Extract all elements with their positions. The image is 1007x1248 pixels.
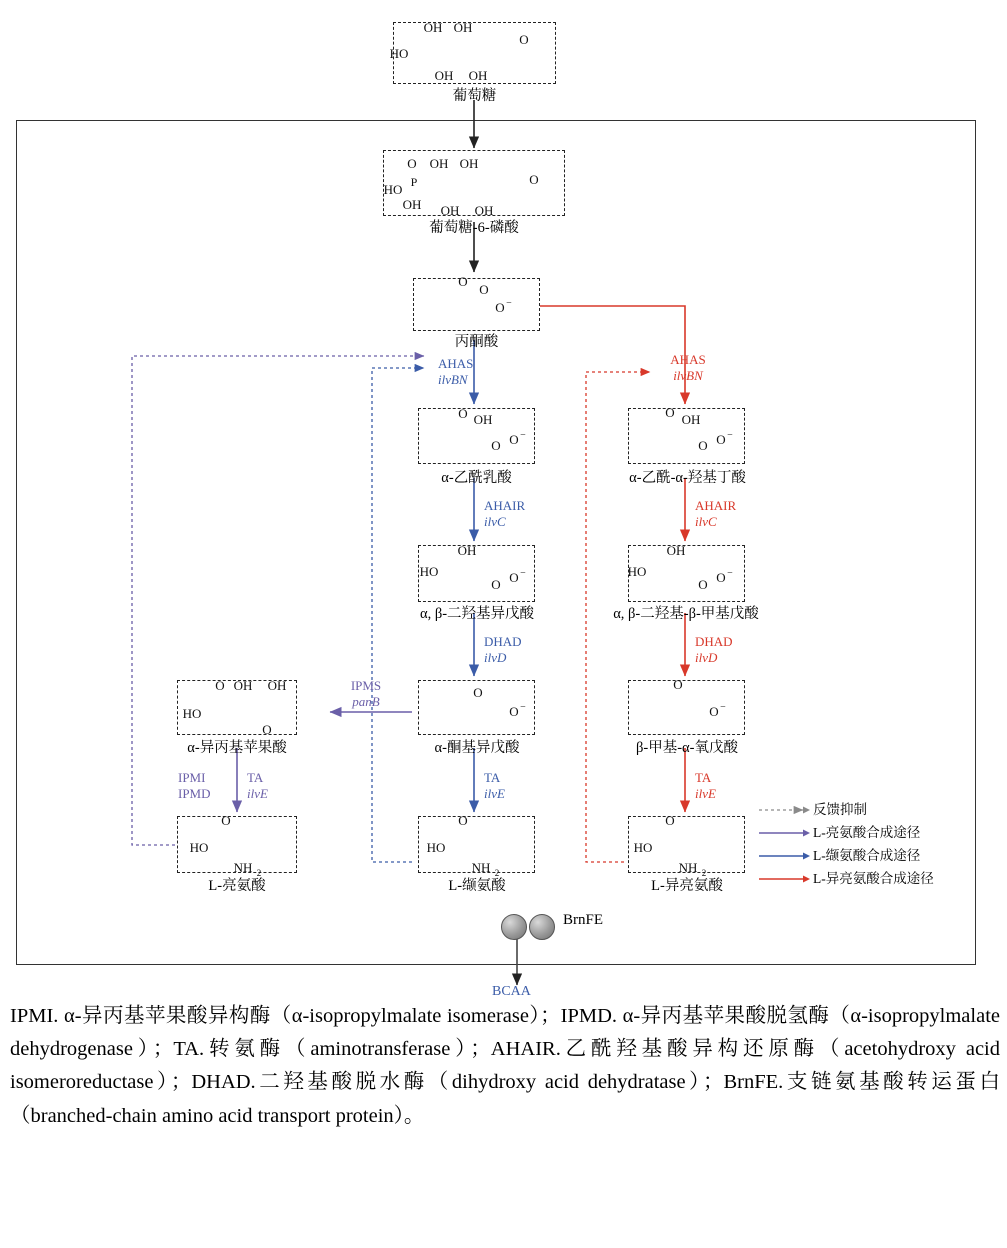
node-acetohydroxybutyrate [628, 408, 745, 464]
node-label-ketomethylvalerate: β-甲基-α-氧戊酸 [636, 740, 738, 756]
node-label-isopropylmalate: α-异丙基苹果酸 [187, 740, 287, 756]
enzyme-ahas-valine [418, 356, 558, 387]
node-dihydroxyisovalerate [418, 545, 535, 602]
enzyme-ta-leucine [247, 770, 303, 801]
legend-label-feedback: 反馈抑制 [813, 801, 867, 817]
figure-caption: IPMI. α-异丙基苹果酸异构酶（α-isopropylmalate isomerase）；IPMD. α-异丙基苹果酸脱氢酶（α-isopropylmalate dehydrogenase）；TA.转氨酶（aminotransferase）；AHAIR.乙酰羟基酸异构还原酶（acetohydroxy acid isomeroreductase）；DHAD.二羟基酸脱水酶（dihydroxy acid dehydratase）；BrnFE.支链氨基酸转运蛋白（branched-chain amino acid transport protein）。 [10, 1005, 1000, 1127]
enzyme-ahas-isoleucine [628, 352, 748, 383]
svg-text:O: O [698, 438, 708, 453]
svg-text:OH: OH [474, 203, 494, 218]
svg-text:O: O [407, 156, 417, 171]
svg-text:2: 2 [701, 868, 707, 878]
svg-text:HO: HO [627, 564, 647, 579]
svg-text:O: O [509, 432, 519, 447]
svg-text:−: − [506, 298, 512, 309]
svg-text:O: O [665, 813, 675, 828]
transporter-label: BrnFE [563, 912, 604, 928]
enzyme-gene: ilvD [484, 649, 507, 665]
svg-text:OH: OH [440, 203, 460, 218]
transporter-subunit-right [529, 914, 555, 940]
svg-text:−: − [727, 430, 733, 441]
legend-label-valine: L-缬氨酸合成途径 [813, 847, 921, 863]
enzyme-name: TA [247, 770, 264, 785]
bcaa-label: BCAA [492, 984, 531, 999]
svg-text:NH: NH [233, 860, 253, 875]
svg-text:O: O [709, 704, 719, 719]
node-label-ketoisovalerate: α-酮基异戊酸 [434, 740, 520, 756]
svg-text:O: O [491, 438, 501, 453]
transporter-subunit-left [501, 914, 527, 940]
svg-text:−: − [520, 430, 526, 441]
svg-text:O: O [529, 172, 539, 187]
svg-text:HO: HO [383, 182, 403, 197]
enzyme-gene: ilvBN [438, 371, 468, 387]
svg-text:O: O [716, 432, 726, 447]
node-label-isoleucine: L-异亮氨酸 [651, 878, 723, 894]
svg-text:O: O [698, 577, 708, 592]
legend-label-leucine: L-亮氨酸合成途径 [813, 824, 921, 840]
svg-text:−: − [520, 568, 526, 579]
node-label-pyruvate: 丙酮酸 [454, 334, 499, 350]
svg-text:O: O [221, 813, 231, 828]
node-g6p [383, 150, 565, 216]
node-label-acetolactate: α-乙酰乳酸 [441, 470, 512, 486]
enzyme-gene: ilvE [695, 785, 716, 801]
svg-text:OH: OH [459, 156, 479, 171]
svg-text:O: O [509, 704, 519, 719]
enzyme-ipms [318, 678, 414, 709]
svg-text:2: 2 [494, 868, 500, 878]
enzyme-name-ipmd: IPMD [178, 785, 211, 801]
enzyme-name: DHAD [695, 634, 733, 649]
svg-text:O: O [473, 685, 483, 700]
legend [757, 798, 987, 890]
svg-text:OH: OH [473, 412, 493, 427]
svg-text:OH: OH [429, 156, 449, 171]
svg-text:O: O [673, 677, 683, 692]
svg-text:HO: HO [389, 46, 409, 61]
node-acetolactate [418, 408, 535, 464]
enzyme-gene: panB [352, 693, 380, 709]
svg-text:O: O [665, 405, 675, 420]
enzyme-name: AHAIR [695, 498, 737, 513]
node-leucine [177, 816, 297, 873]
node-label-g6p: 葡萄糖-6-磷酸 [429, 220, 519, 236]
svg-text:−: − [727, 568, 733, 579]
svg-text:HO: HO [182, 706, 202, 721]
svg-text:O: O [716, 570, 726, 585]
node-label-valine: L-缬氨酸 [448, 878, 506, 894]
enzyme-name: AHAIR [484, 498, 526, 513]
svg-text:O: O [491, 577, 501, 592]
enzyme-dhad-isoleucine [695, 634, 815, 665]
enzyme-gene: ilvE [484, 785, 505, 801]
svg-text:HO: HO [419, 564, 439, 579]
enzyme-ipmi [178, 770, 234, 801]
svg-text:OH: OH [402, 197, 422, 212]
node-label-glucose: 葡萄糖 [452, 88, 497, 104]
svg-text:OH: OH [666, 543, 686, 558]
legend-item-isoleucine-path [757, 867, 987, 890]
enzyme-gene: ilvBN [673, 367, 703, 383]
enzyme-name: TA [695, 770, 712, 785]
node-isoleucine [628, 816, 745, 873]
enzyme-gene: ilvC [484, 513, 506, 529]
svg-text:OH: OH [233, 678, 253, 693]
svg-text:O: O [509, 570, 519, 585]
svg-text:O: O [495, 300, 505, 315]
node-label-leucine: L-亮氨酸 [208, 878, 266, 894]
legend-item-leucine-path [757, 821, 987, 844]
enzyme-ta-valine [484, 770, 604, 801]
svg-text:HO: HO [426, 840, 446, 855]
svg-text:P: P [410, 175, 418, 189]
node-ketomethylvalerate [628, 680, 745, 735]
legend-key-isoleucine [757, 872, 813, 886]
svg-text:OH: OH [681, 412, 701, 427]
enzyme-ahair-valine [484, 498, 604, 529]
svg-text:−: − [520, 702, 526, 713]
legend-label-isoleucine: L-异亮氨酸合成途径 [813, 870, 934, 886]
svg-text:OH: OH [267, 678, 287, 693]
svg-text:O: O [215, 678, 225, 693]
node-glucose [393, 22, 556, 84]
enzyme-gene: ilvE [247, 785, 268, 801]
svg-text:O: O [458, 813, 468, 828]
enzyme-name-ipmi: IPMI [178, 770, 206, 785]
svg-text:2: 2 [256, 868, 262, 878]
svg-text:OH: OH [453, 20, 473, 35]
enzyme-ahair-isoleucine [695, 498, 815, 529]
enzyme-ta-isoleucine [695, 770, 815, 801]
svg-text:NH: NH [471, 860, 491, 875]
enzyme-dhad-valine [484, 634, 604, 665]
enzyme-gene: ilvD [695, 649, 718, 665]
enzyme-name: IPMS [350, 678, 382, 693]
legend-item-valine-path [757, 844, 987, 867]
legend-key-leucine [757, 826, 813, 840]
enzyme-gene: ilvC [695, 513, 717, 529]
node-label-dihydroxymethylvalerate: α, β-二羟基-β-甲基戊酸 [613, 606, 759, 622]
svg-text:O: O [479, 282, 489, 297]
node-label-dihydroxyisovalerate: α, β-二羟基异戊酸 [419, 606, 535, 622]
node-pyruvate [413, 278, 540, 331]
svg-text:O: O [519, 32, 529, 47]
node-isopropylmalate [177, 680, 297, 735]
enzyme-name: TA [484, 770, 501, 785]
svg-text:O: O [458, 406, 468, 421]
enzyme-name: AHAS [670, 352, 706, 367]
svg-text:HO: HO [633, 840, 653, 855]
enzyme-name: AHAS [438, 356, 474, 371]
svg-text:O: O [458, 274, 468, 289]
node-ketoisovalerate [418, 680, 535, 735]
node-dihydroxymethylvalerate [628, 545, 745, 602]
legend-item-feedback [757, 798, 987, 821]
svg-text:OH: OH [423, 20, 443, 35]
svg-text:O: O [262, 722, 272, 737]
svg-text:HO: HO [189, 840, 209, 855]
node-valine [418, 816, 535, 873]
svg-text:−: − [720, 702, 726, 713]
svg-text:NH: NH [678, 860, 698, 875]
node-label-acetohydroxybutyrate: α-乙酰-α-羟基丁酸 [629, 470, 746, 486]
svg-text:OH: OH [457, 543, 477, 558]
enzyme-name: DHAD [484, 634, 522, 649]
legend-key-feedback [757, 803, 813, 817]
svg-text:OH: OH [468, 68, 488, 83]
legend-key-valine [757, 849, 813, 863]
svg-text:OH: OH [434, 68, 454, 83]
